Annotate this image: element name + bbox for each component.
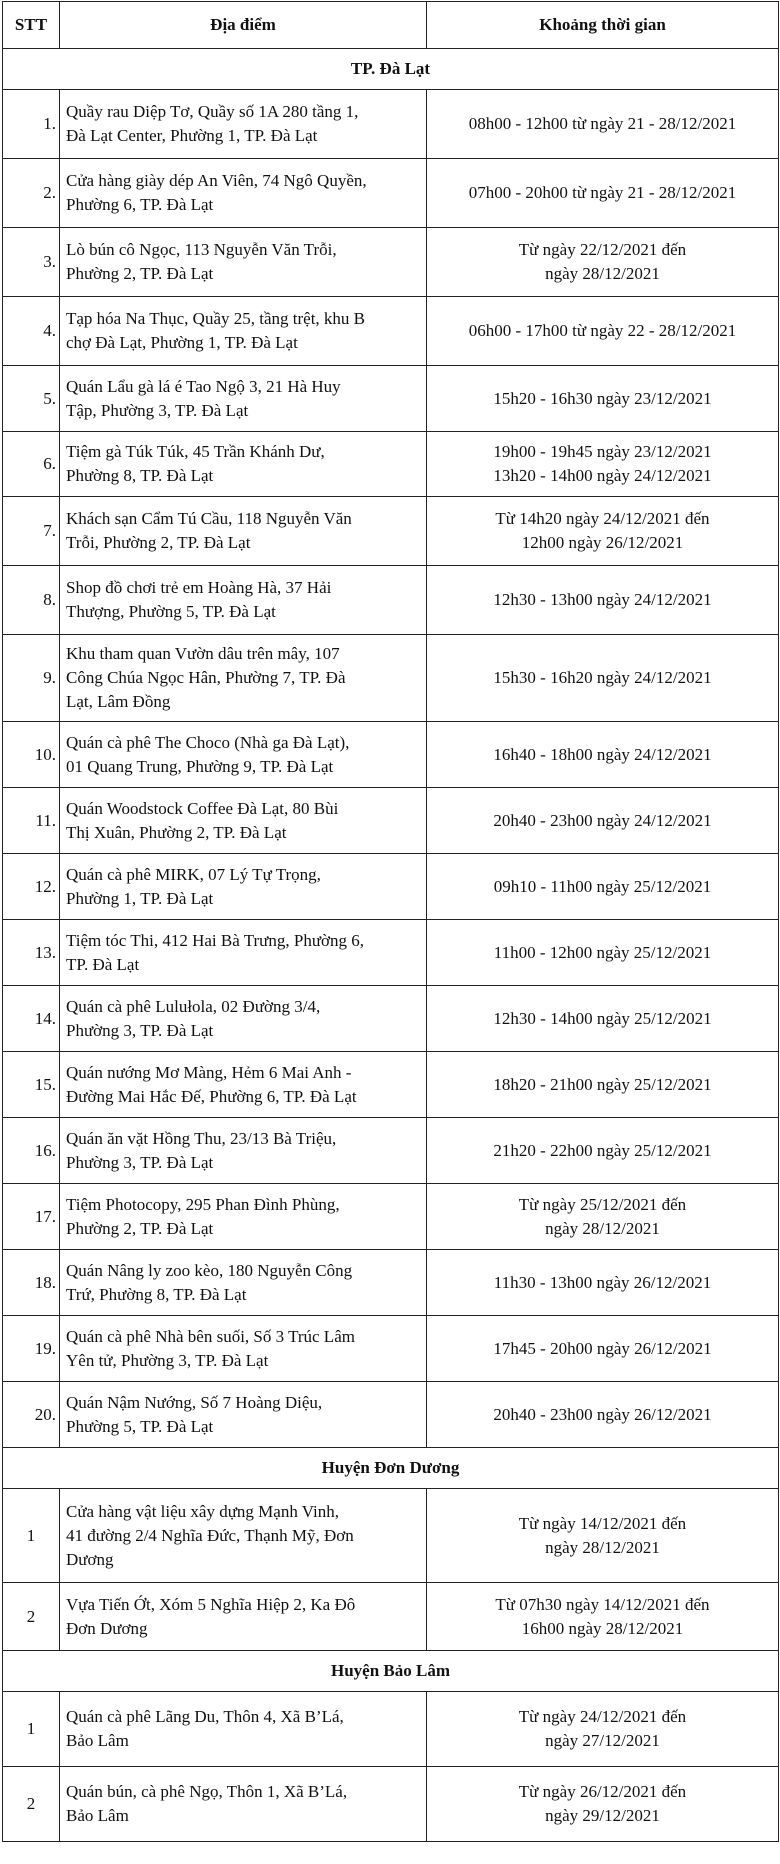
time-line: ngày 28/12/2021 [545,1537,660,1557]
place-line: Thị Xuân, Phường 2, TP. Đà Lạt [66,822,287,842]
place-line: Quán Nâng ly zoo kèo, 180 Nguyễn Công [66,1260,353,1280]
row-place [60,1052,427,1118]
table-row [3,566,779,635]
table-row [3,1118,779,1184]
row-time [427,1316,779,1382]
place-line: Quán cà phê Lãng Du, Thôn 4, Xã B’Lá, [66,1707,344,1726]
row-time [427,1767,779,1842]
place-line: Quán cà phê Lulułola, 02 Đường 3/4, [66,996,321,1016]
row-place [60,1250,427,1316]
place-line: Quán Nậm Nướng, Số 7 Hoàng Diệu, [66,1392,323,1412]
location-table [2,1,779,1842]
row-place [60,920,427,986]
time-line: 16h00 ngày 28/12/2021 [521,1618,684,1638]
time-line: 11h00 - 12h00 ngày 25/12/2021 [493,942,712,962]
row-place [60,497,427,566]
row-number: 4. [3,297,60,366]
table-row [3,1184,779,1250]
time-line: ngày 27/12/2021 [545,1731,660,1750]
row-number: 7. [3,497,60,566]
row-place [60,90,427,159]
row-place [60,1767,427,1842]
row-place [60,366,427,432]
place-line: Thượng, Phường 5, TP. Đà Lạt [66,602,276,621]
place-line: Quán nướng Mơ Màng, Hẻm 6 Mai Anh - [66,1062,352,1082]
place-line: Phường 1, TP. Đà Lạt [66,888,214,908]
row-number: 1 [3,1692,60,1767]
time-line: 21h20 - 22h00 ngày 25/12/2021 [493,1140,712,1160]
row-number: 1 [3,1489,60,1583]
header-stt: STT [3,2,60,49]
place-line: Phường 8, TP. Đà Lạt [66,466,214,485]
row-number: 5. [3,366,60,432]
row-time [427,159,779,228]
place-line: Công Chúa Ngọc Hân, Phường 7, TP. Đà [66,668,346,687]
row-place [60,1583,427,1651]
table-row [3,920,779,986]
place-line: Yên tử, Phường 3, TP. Đà Lạt [66,1350,269,1370]
place-line: Trứ, Phường 8, TP. Đà Lạt [66,1284,247,1304]
header-place: Địa điểm [60,2,427,49]
row-number: 11. [3,788,60,854]
place-line: Tạp hóa Na Thục, Quầy 25, tầng trệt, khu B [66,309,366,328]
table-row [3,986,779,1052]
row-time [427,90,779,159]
table-row [3,159,779,228]
table-row [3,366,779,432]
time-line: 12h30 - 13h00 ngày 24/12/2021 [493,590,712,609]
row-number: 6. [3,432,60,497]
time-line: Từ ngày 14/12/2021 đến [518,1513,687,1533]
section-row [3,1448,779,1489]
section-title: TP. Đà Lạt [3,49,779,90]
time-line: ngày 28/12/2021 [545,1218,660,1238]
table-row [3,722,779,788]
place-line: Tập, Phường 3, TP. Đà Lạt [66,400,249,420]
place-line: Bảo Lâm [66,1731,129,1750]
time-line: Từ ngày 24/12/2021 đến [518,1707,687,1726]
table-row [3,1767,779,1842]
table-row [3,497,779,566]
row-time [427,497,779,566]
row-place [60,1382,427,1448]
place-line: Quầy rau Diệp Tơ, Quầy số 1A 280 tầng 1, [66,102,359,121]
time-line: Từ ngày 22/12/2021 đến [518,240,687,259]
row-number: 2. [3,159,60,228]
row-time [427,566,779,635]
table-row [3,635,779,722]
place-line: Vựa Tiến Ớt, Xóm 5 Nghĩa Hiệp 2, Ka Đô [66,1594,356,1614]
place-line: 01 Quang Trung, Phường 9, TP. Đà Lạt [66,756,334,776]
row-number: 19. [3,1316,60,1382]
place-line: Quán cà phê The Choco (Nhà ga Đà Lạt), [66,732,350,752]
time-line: Từ 07h30 ngày 14/12/2021 đến [495,1594,710,1614]
row-place [60,788,427,854]
time-line: 09h10 - 11h00 ngày 25/12/2021 [493,876,712,896]
time-line: Từ 14h20 ngày 24/12/2021 đến [495,509,710,528]
place-line: Phường 3, TP. Đà Lạt [66,1020,214,1040]
row-place [60,566,427,635]
time-line: 11h30 - 13h00 ngày 26/12/2021 [493,1272,712,1292]
place-line: TP. Đà Lạt [66,954,140,974]
table-row [3,228,779,297]
place-line: Phường 2, TP. Đà Lạt [66,264,214,283]
row-time [427,722,779,788]
row-number: 9. [3,635,60,722]
table-row [3,432,779,497]
table-row [3,1316,779,1382]
row-place [60,1184,427,1250]
time-line: 18h20 - 21h00 ngày 25/12/2021 [493,1074,712,1094]
row-time [427,1382,779,1448]
place-line: Tiệm Photocopy, 295 Phan Đình Phùng, [66,1194,340,1214]
row-place [60,297,427,366]
time-line: 13h20 - 14h00 ngày 24/12/2021 [493,466,712,485]
time-line: 12h00 ngày 26/12/2021 [521,533,684,552]
place-line: chợ Đà Lạt, Phường 1, TP. Đà Lạt [66,333,298,352]
place-line: Phường 5, TP. Đà Lạt [66,1416,214,1436]
place-line: Lò bún cô Ngọc, 113 Nguyễn Văn Trỗi, [66,240,337,259]
row-number: 2 [3,1767,60,1842]
row-time [427,1489,779,1583]
place-line: Cửa hàng giày dép An Viên, 74 Ngô Quyền, [66,171,367,190]
row-place [60,986,427,1052]
table-row [3,1489,779,1583]
row-place [60,1489,427,1583]
row-number: 12. [3,854,60,920]
row-number: 16. [3,1118,60,1184]
place-line: Quán Woodstock Coffee Đà Lạt, 80 Bùi [66,798,339,818]
place-line: Phường 3, TP. Đà Lạt [66,1152,214,1172]
row-place [60,159,427,228]
table-row [3,1382,779,1448]
place-line: Khu tham quan Vườn dâu trên mây, 107 [66,644,340,663]
row-time [427,228,779,297]
time-line: 20h40 - 23h00 ngày 24/12/2021 [493,810,712,830]
place-line: Tiệm gà Túk Túk, 45 Trần Khánh Dư, [66,442,325,461]
place-line: Khách sạn Cẩm Tú Cầu, 118 Nguyễn Văn [66,509,352,528]
row-time [427,635,779,722]
time-line: ngày 29/12/2021 [545,1806,660,1825]
place-line: Đường Mai Hắc Đế, Phường 6, TP. Đà Lạt [66,1086,357,1106]
place-line: Bảo Lâm [66,1806,129,1825]
row-place [60,432,427,497]
row-number: 2 [3,1583,60,1651]
table-row [3,854,779,920]
section-title: Huyện Bảo Lâm [3,1651,779,1692]
row-number: 13. [3,920,60,986]
row-place [60,1692,427,1767]
time-line: Từ ngày 25/12/2021 đến [518,1194,687,1214]
time-line: 17h45 - 20h00 ngày 26/12/2021 [493,1338,712,1358]
row-time [427,1250,779,1316]
row-time [427,366,779,432]
row-time [427,1052,779,1118]
time-line: Từ ngày 26/12/2021 đến [518,1782,687,1801]
time-line: 16h40 - 18h00 ngày 24/12/2021 [493,744,712,764]
table-row [3,90,779,159]
place-line: Quán ăn vặt Hồng Thu, 23/13 Bà Triệu, [66,1128,337,1148]
time-line: 06h00 - 17h00 từ ngày 22 - 28/12/2021 [468,321,737,340]
table-row [3,1052,779,1118]
row-place [60,228,427,297]
header-row [3,2,779,49]
time-line: 15h30 - 16h20 ngày 24/12/2021 [493,668,712,687]
place-line: Quán bún, cà phê Ngọ, Thôn 1, Xã B’Lá, [66,1782,348,1801]
time-line: 20h40 - 23h00 ngày 26/12/2021 [493,1404,712,1424]
row-time [427,920,779,986]
section-row [3,1651,779,1692]
place-line: Trỗi, Phường 2, TP. Đà Lạt [66,533,251,552]
time-line: 19h00 - 19h45 ngày 23/12/2021 [493,442,712,461]
table-row [3,788,779,854]
row-number: 8. [3,566,60,635]
table-row [3,1692,779,1767]
place-line: Quán Lẩu gà lá é Tao Ngộ 3, 21 Hà Huy [66,376,341,396]
place-line: Tiệm tóc Thi, 412 Hai Bà Trưng, Phường 6, [66,930,365,950]
time-line: ngày 28/12/2021 [545,264,660,283]
place-line: Shop đồ chơi trẻ em Hoàng Hà, 37 Hải [66,578,332,597]
time-line: 12h30 - 14h00 ngày 25/12/2021 [493,1008,712,1028]
row-time [427,986,779,1052]
row-time [427,1184,779,1250]
time-line: 15h20 - 16h30 ngày 23/12/2021 [493,388,712,408]
table-row [3,1583,779,1651]
row-place [60,854,427,920]
table-row [3,297,779,366]
row-place [60,722,427,788]
place-line: Đà Lạt Center, Phường 1, TP. Đà Lạt [66,126,318,145]
row-time [427,788,779,854]
row-time [427,854,779,920]
time-line: 07h00 - 20h00 từ ngày 21 - 28/12/2021 [468,183,737,202]
row-number: 18. [3,1250,60,1316]
row-number: 3. [3,228,60,297]
table-row [3,1250,779,1316]
row-number: 1. [3,90,60,159]
section-row [3,49,779,90]
place-line: Phường 6, TP. Đà Lạt [66,195,214,214]
row-time [427,1692,779,1767]
row-time [427,297,779,366]
row-place [60,1118,427,1184]
row-place [60,635,427,722]
row-place [60,1316,427,1382]
row-number: 17. [3,1184,60,1250]
place-line: Cửa hàng vật liệu xây dựng Mạnh Vinh, [66,1501,339,1521]
row-time [427,432,779,497]
place-line: Phường 2, TP. Đà Lạt [66,1218,214,1238]
row-number: 15. [3,1052,60,1118]
time-line: 08h00 - 12h00 từ ngày 21 - 28/12/2021 [468,114,737,133]
row-number: 14. [3,986,60,1052]
row-number: 10. [3,722,60,788]
place-line: Đơn Dương [66,1618,148,1638]
header-time: Khoảng thời gian [427,2,779,49]
place-line: Quán cà phê MIRK, 07 Lý Tự Trọng, [66,864,321,884]
place-line: Quán cà phê Nhà bên suối, Số 3 Trúc Lâm [66,1326,355,1346]
row-time [427,1583,779,1651]
place-line: Dương [66,1549,114,1569]
section-title: Huyện Đơn Dương [3,1448,779,1489]
place-line: Lạt, Lâm Đồng [66,692,171,711]
place-line: 41 đường 2/4 Nghĩa Đức, Thạnh Mỹ, Đơn [66,1525,354,1545]
row-time [427,1118,779,1184]
row-number: 20. [3,1382,60,1448]
